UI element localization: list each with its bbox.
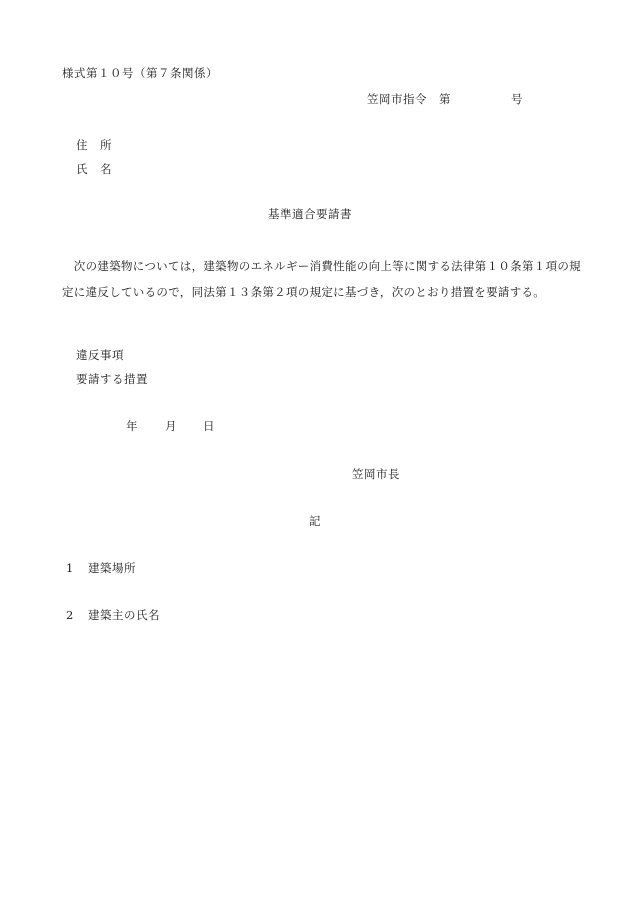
violation-label: 違反事項 — [76, 348, 124, 362]
document-number: 笠岡市指令 第 号 — [367, 92, 523, 106]
detail-number: 2 — [66, 608, 74, 622]
detail-label-building-site: 建築場所 — [88, 561, 136, 575]
form-id: 様式第１０号（第７条関係） — [62, 66, 218, 80]
body-paragraph: 次の建築物については，建築物のエネルギー消費性能の向上等に関する法律第１０条第１項の規定に違反しているので，同法第１３条第２項の規定に基づき，次のとおり措置を要請する。 — [62, 259, 581, 299]
issuer-name: 笠岡市長 — [352, 467, 400, 481]
detail-label-owner-name: 建築主の氏名 — [88, 608, 160, 622]
name-label: 氏 名 — [76, 162, 112, 176]
date-month: 月 — [165, 419, 177, 433]
document-title: 基準適合要請書 — [268, 207, 352, 221]
date-day: 日 — [203, 419, 215, 433]
address-label: 住 所 — [76, 138, 112, 152]
date-year: 年 — [126, 419, 138, 433]
note-heading: 記 — [309, 514, 321, 528]
detail-number: 1 — [66, 561, 74, 575]
measures-label: 要請する措置 — [76, 372, 148, 386]
